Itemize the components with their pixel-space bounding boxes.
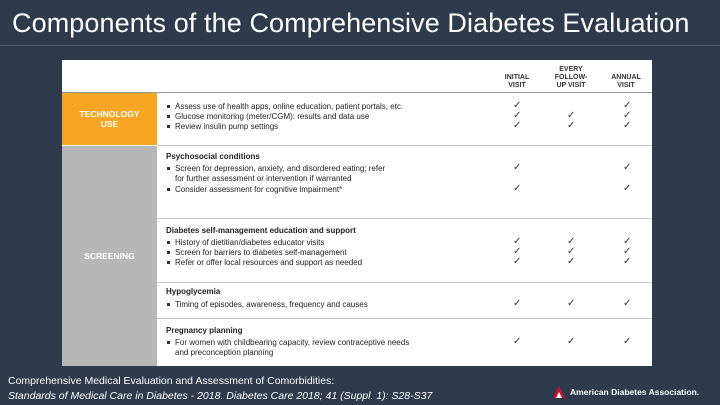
checkmark-icon: ✓ xyxy=(567,256,576,267)
category-heading: Diabetes self-management education and support xyxy=(166,226,356,235)
checkmark-icon: ✓ xyxy=(567,336,576,347)
table-row-text: Timing of episodes, awareness, frequency and causes xyxy=(175,300,368,309)
table-row-text: Screen for barriers to diabetes self-management xyxy=(175,248,347,257)
bullet-icon xyxy=(167,167,170,170)
checkmark-icon: ✓ xyxy=(513,162,522,173)
column-header-initial-visit: INITIAL VISIT xyxy=(504,74,530,89)
table-row-text: Glucose monitoring (meter/CGM): results and data use xyxy=(175,112,370,121)
checkmark-icon: ✓ xyxy=(513,336,522,347)
table-row-text: History of dietitian/diabetes educator visits xyxy=(175,238,325,247)
checkmark-icon: ✓ xyxy=(623,336,632,347)
checkmark-icon: ✓ xyxy=(513,236,522,247)
table-row-text: Refer or offer local resources and support as needed xyxy=(175,258,363,267)
table-row-text: Review insulin pump settings xyxy=(175,122,279,131)
category-heading: Psychosocial conditions xyxy=(166,152,260,161)
citation-line-1: Comprehensive Medical Evaluation and Assessment of Comorbidities: xyxy=(8,375,335,387)
bullet-icon xyxy=(167,341,170,344)
section-divider xyxy=(157,145,652,146)
checkmark-icon: ✓ xyxy=(623,256,632,267)
ada-logo xyxy=(552,385,699,399)
column-header-follow-up-visit: EVERY FOLLOW- UP VISIT xyxy=(554,66,588,89)
checkmark-icon: ✓ xyxy=(623,246,632,257)
checkmark-icon: ✓ xyxy=(623,298,632,309)
table-row-text: Consider assessment for cognitive impairment* xyxy=(175,185,343,194)
table-row-text: for further assessment or intervention if warranted xyxy=(175,174,352,183)
checkmark-icon: ✓ xyxy=(513,298,522,309)
checkmark-icon: ✓ xyxy=(623,100,632,111)
ada-triangle-icon xyxy=(552,385,566,399)
table-row-text: For women with childbearing capacity, review contraceptive needs xyxy=(175,338,410,347)
checkmark-icon: ✓ xyxy=(567,298,576,309)
table-row-text: Assess use of health apps, online education, patient portals, etc. xyxy=(175,102,404,111)
bullet-icon xyxy=(167,125,170,128)
checkmark-icon: ✓ xyxy=(567,110,576,121)
ada-logo-text: American Diabetes Association. xyxy=(570,387,700,397)
table-row-text: Screen for depression, anxiety, and disordered eating; refer xyxy=(175,164,386,173)
section-divider xyxy=(157,282,652,283)
citation-line-2: Standards of Medical Care in Diabetes - 2018. Diabetes Care 2018; 41 (Suppl. 1): S28-S37 xyxy=(8,390,433,402)
evaluation-table xyxy=(62,60,652,366)
checkmark-icon: ✓ xyxy=(513,100,522,111)
checkmark-icon: ✓ xyxy=(513,183,522,194)
table-row-text: and preconception planning xyxy=(175,348,274,357)
category-heading: Pregnancy planning xyxy=(166,326,243,335)
checkmark-icon: ✓ xyxy=(567,120,576,131)
title-divider xyxy=(0,45,720,46)
bullet-icon xyxy=(167,251,170,254)
bullet-icon xyxy=(167,115,170,118)
checkmark-icon: ✓ xyxy=(513,110,522,121)
category-heading: Hypoglycemia xyxy=(166,287,221,296)
checkmark-icon: ✓ xyxy=(567,246,576,257)
bullet-icon xyxy=(167,105,170,108)
bullet-icon xyxy=(167,241,170,244)
checkmark-icon: ✓ xyxy=(623,183,632,194)
slide-title: Components of the Comprehensive Diabetes Evaluation xyxy=(12,8,690,38)
section-divider xyxy=(157,218,652,219)
bullet-icon xyxy=(167,188,170,191)
section-screening: SCREENING xyxy=(62,146,157,366)
checkmark-icon: ✓ xyxy=(623,110,632,121)
bullet-icon xyxy=(167,261,170,264)
checkmark-icon: ✓ xyxy=(623,120,632,131)
column-header-annual-visit: ANNUAL VISIT xyxy=(611,74,641,89)
section-divider xyxy=(157,318,652,319)
checkmark-icon: ✓ xyxy=(513,120,522,131)
checkmark-icon: ✓ xyxy=(567,236,576,247)
checkmark-icon: ✓ xyxy=(623,236,632,247)
checkmark-icon: ✓ xyxy=(513,256,522,267)
bullet-icon xyxy=(167,303,170,306)
checkmark-icon: ✓ xyxy=(623,162,632,173)
section-technology-use: TECHNOLOGY USE xyxy=(62,93,157,145)
checkmark-icon: ✓ xyxy=(513,246,522,257)
